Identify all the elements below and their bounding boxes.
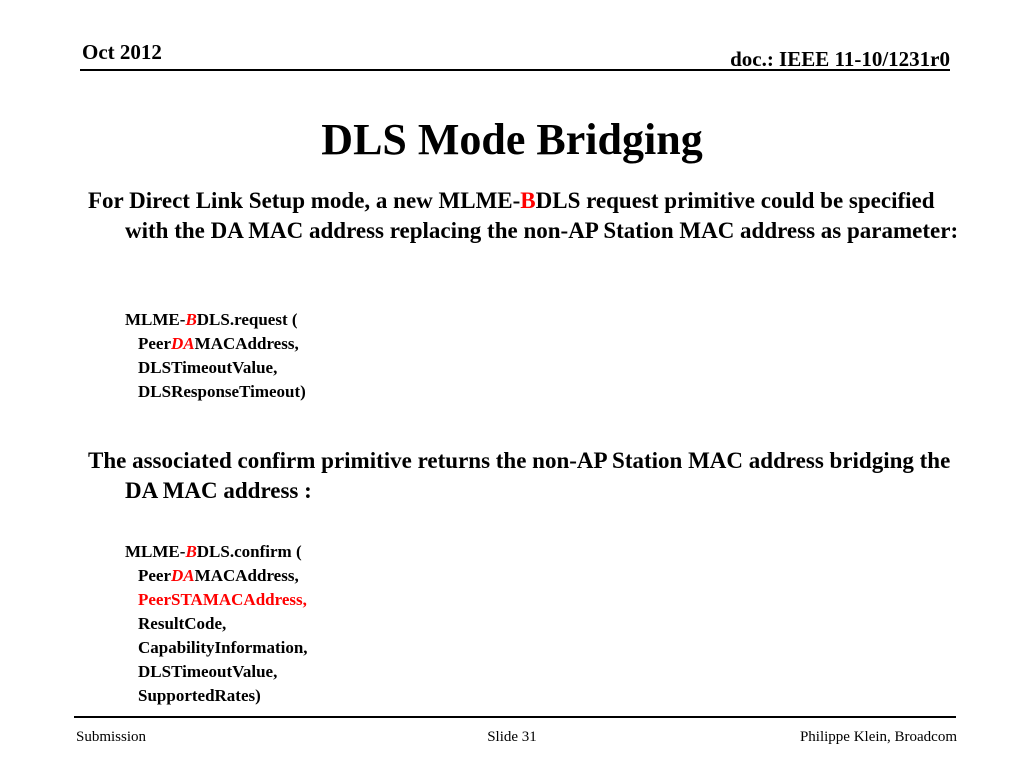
footer-author: Philippe Klein, Broadcom [799, 729, 957, 745]
confirm-line-4: ResultCode, [138, 614, 227, 633]
confirm-highlight-b: B [185, 542, 197, 561]
para1-text-post: DLS request primitive could be specified with the DA MAC address replacing the non-AP Station MAC address as parameter: [125, 188, 959, 243]
para1-highlight: B [520, 188, 536, 213]
header-doc-id: doc.: IEEE 11-10/1231r0 [730, 47, 950, 71]
header-date: Oct 2012 [82, 40, 162, 64]
request-primitive-block [125, 308, 306, 404]
confirm-line-7: SupportedRates) [138, 686, 261, 705]
paragraph-direct-link-setup [88, 186, 975, 246]
request-line-3: DLSTimeoutValue, [138, 358, 278, 377]
confirm-line-1: MLME-BDLS.confirm ( [125, 542, 302, 561]
request-line-4: DLSResponseTimeout) [138, 382, 306, 401]
slide-title: DLS Mode Bridging [321, 115, 703, 164]
confirm-line-3-highlighted: PeerSTAMACAddress, [138, 590, 307, 609]
header-divider [80, 69, 950, 71]
request-line-1: MLME-BDLS.request ( [125, 310, 298, 329]
footer-divider [74, 716, 956, 718]
paragraph-confirm-primitive: The associated confirm primitive returns the non-AP Station MAC address bridging the DA MAC address : [88, 448, 951, 503]
request-line-2: PeerDAMACAddress, [138, 334, 299, 353]
confirm-line-6: DLSTimeoutValue, [138, 662, 278, 681]
confirm-highlight-da: DA [171, 566, 195, 585]
request-highlight-b: B [185, 310, 197, 329]
request-highlight-da: DA [171, 334, 195, 353]
footer-slide-number: Slide 31 [487, 729, 537, 745]
confirm-primitive-block [125, 540, 308, 708]
confirm-line-2: PeerDAMACAddress, [138, 566, 299, 585]
footer-submission: Submission [76, 729, 147, 745]
confirm-line-5: CapabilityInformation, [138, 638, 308, 657]
para1-text-pre: For Direct Link Setup mode, a new MLME- [88, 188, 521, 213]
